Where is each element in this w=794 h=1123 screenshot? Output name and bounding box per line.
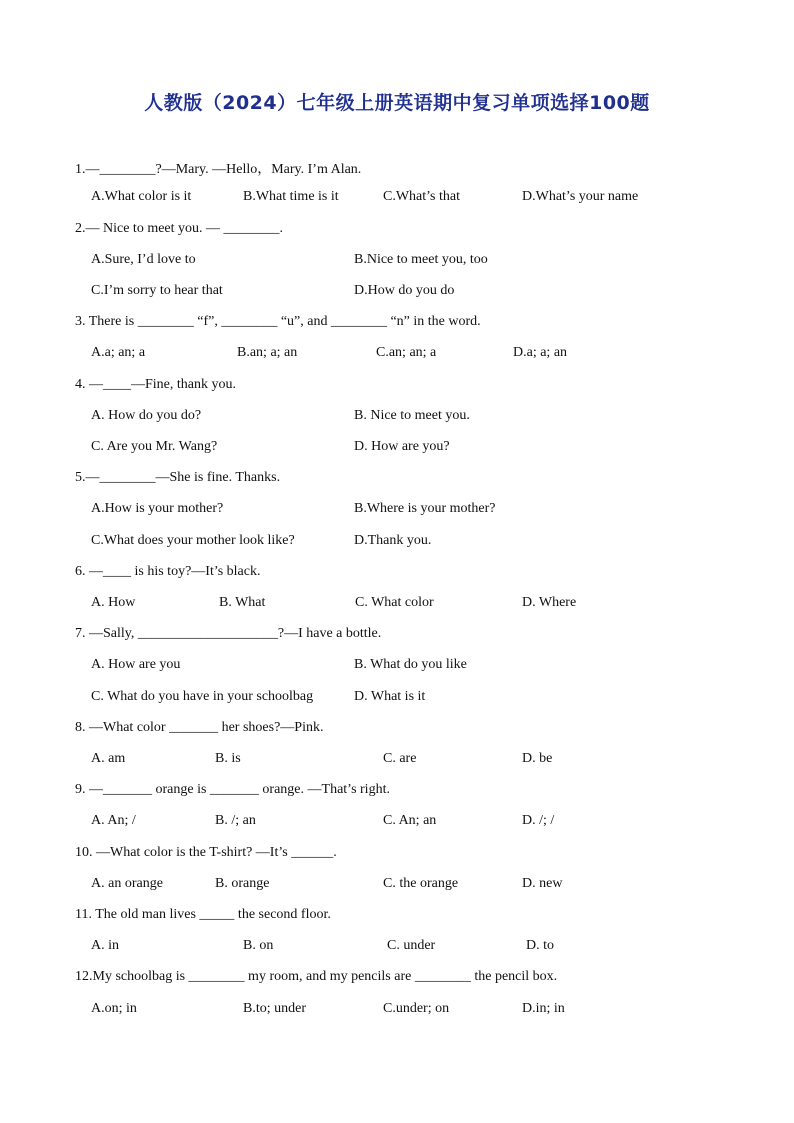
option-b: B.an; a; an (237, 345, 298, 360)
question-2: 2.— Nice to meet you. — ________. (75, 221, 284, 236)
option-c: C. What do you have in your schoolbag (91, 689, 314, 704)
option-c: C. the orange (383, 876, 459, 891)
option-b: B. What (219, 595, 266, 610)
option-a: A.Sure, I’d love to (91, 252, 196, 267)
option-c: C.What’s that (383, 189, 460, 204)
option-d: D. What is it (354, 689, 426, 704)
question-3: 3. There is ________ “f”, ________ “u”, and ________ “n” in the word. (75, 314, 481, 329)
option-c: C. An; an (383, 813, 437, 828)
options-row (91, 501, 731, 521)
option-d: D. Where (522, 595, 577, 610)
question-7: 7. —Sally, ____________________?—I have a bottle. (75, 626, 382, 641)
question-5: 5.—________—She is fine. Thanks. (75, 470, 281, 485)
question-9: 9. —_______ orange is _______ orange. —That’s right. (75, 782, 390, 797)
question-8: 8. —What color _______ her shoes?—Pink. (75, 720, 324, 735)
options-row (91, 345, 731, 365)
option-b: B.Nice to meet you, too (354, 252, 488, 267)
option-d: D. /; / (522, 813, 555, 828)
options-row (91, 283, 731, 303)
options-row (91, 439, 731, 459)
options-row (91, 533, 731, 553)
question-1: 1.—________?—Mary. —Hello，Mary. I’m Alan. (75, 162, 362, 177)
option-d: D.in; in (522, 1001, 565, 1016)
options-row (91, 1001, 731, 1021)
option-a: A.on; in (91, 1001, 137, 1016)
option-c: C.What does your mother look like? (91, 533, 295, 548)
option-b: B.Where is your mother? (354, 501, 496, 516)
options-row (91, 938, 731, 958)
option-a: A. How (91, 595, 136, 610)
options-row (91, 813, 731, 833)
option-d: D. How are you? (354, 439, 450, 454)
options-row (91, 595, 731, 615)
option-b: B. What do you like (354, 657, 467, 672)
option-d: D.Thank you. (354, 533, 432, 548)
options-row (91, 408, 731, 428)
option-b: B. orange (215, 876, 270, 891)
option-b: B.What time is it (243, 189, 339, 204)
option-c: C. are (383, 751, 417, 766)
question-12: 12.My schoolbag is ________ my room, and my pencils are ________ the pencil box. (75, 969, 558, 984)
option-c: C. What color (355, 595, 434, 610)
option-a: A.a; an; a (91, 345, 146, 360)
option-d: D.What’s your name (522, 189, 639, 204)
option-d: D.a; a; an (513, 345, 568, 360)
option-b: B. /; an (215, 813, 256, 828)
options-row (91, 252, 731, 272)
option-c: C.I’m sorry to hear that (91, 283, 223, 298)
option-b: B. Nice to meet you. (354, 408, 470, 423)
question-6: 6. —____ is his toy?—It’s black. (75, 564, 261, 579)
option-b: B.to; under (243, 1001, 306, 1016)
page-title: 人教版（2024）七年级上册英语期中复习单项选择100题 (144, 92, 650, 114)
options-row (91, 689, 731, 709)
options-row (91, 657, 731, 677)
option-c: C. under (387, 938, 436, 953)
question-4: 4. —____—Fine, thank you. (75, 377, 236, 392)
option-a: A. An; / (91, 813, 136, 828)
option-a: A. How are you (91, 657, 181, 672)
option-d: D.How do you do (354, 283, 455, 298)
option-b: B. on (243, 938, 274, 953)
option-a: A. am (91, 751, 126, 766)
option-d: D. be (522, 751, 553, 766)
option-a: A. an orange (91, 876, 163, 891)
question-11: 11. The old man lives _____ the second floor. (75, 907, 331, 922)
option-a: A.How is your mother? (91, 501, 224, 516)
options-row (91, 189, 731, 209)
option-d: D. new (522, 876, 563, 891)
option-a: A. in (91, 938, 119, 953)
option-b: B. is (215, 751, 241, 766)
option-a: A. How do you do? (91, 408, 202, 423)
option-d: D. to (526, 938, 554, 953)
question-10: 10. —What color is the T-shirt? —It’s ______. (75, 845, 337, 860)
options-row (91, 876, 731, 896)
option-a: A.What color is it (91, 189, 192, 204)
option-c: C. Are you Mr. Wang? (91, 439, 218, 454)
option-c: C.under; on (383, 1001, 450, 1016)
option-c: C.an; an; a (376, 345, 437, 360)
options-row (91, 751, 731, 771)
